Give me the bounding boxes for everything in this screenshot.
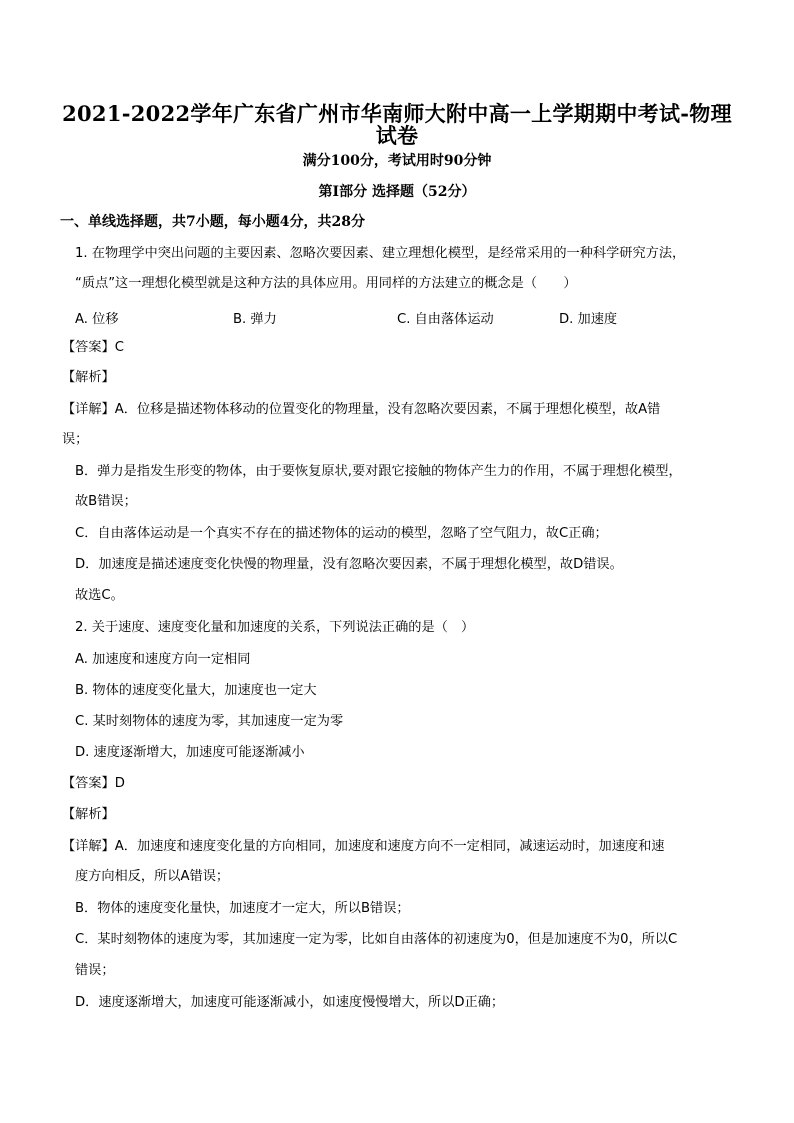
- q2-analysis-label: 【解析】: [62, 807, 115, 822]
- q2-answer: 【答案】D: [62, 776, 125, 791]
- q2-c-line1: C．某时刻物体的速度为零，其加速度一定为零，比如自由落体的初速度为0，但是加速度不为0，所以C: [75, 932, 678, 947]
- q1-c-line: C．自由落体运动是一个真实不存在的描述物体的运动的模型，忽略了空气阻力，故C正确；: [75, 526, 608, 541]
- q1-detail-line2: 误；: [62, 432, 89, 447]
- q2-option-a: A. 加速度和速度方向一定相同: [75, 652, 251, 667]
- q1-stem-line2: “质点”这一理想化模型就是这种方法的具体应用。用同样的方法建立的概念是（ ）: [75, 276, 577, 291]
- q2-d-line: D．速度逐渐增大，加速度可能逐渐减小，如速度慢慢增大，所以D正确；: [75, 995, 505, 1010]
- q1-option-a: A. 位移: [75, 312, 119, 327]
- q1-option-d: D. 加速度: [559, 312, 618, 327]
- q2-detail-line1: 【详解】A．加速度和速度变化量的方向相同，加速度和速度方向不一定相同，减速运动时，加速度和速: [62, 839, 665, 854]
- q1-analysis-label: 【解析】: [62, 370, 115, 385]
- q2-c-line2: 错误；: [75, 963, 115, 978]
- q1-detail-line1: 【详解】A．位移是描述物体移动的位置变化的物理量，没有忽略次要因素，不属于理想化模型，故A错: [62, 402, 661, 417]
- doc-subtitle: 满分100分，考试用时90分钟: [302, 153, 492, 169]
- q1-conclusion: 故选C。: [75, 588, 124, 603]
- q1-b-line2: 故B错误；: [75, 494, 137, 509]
- q1-d-line: D．加速度是描述速度变化快慢的物理量，没有忽略次要因素，不属于理想化模型，故D错误。: [75, 557, 623, 572]
- q1-option-c: C. 自由落体运动: [397, 312, 494, 327]
- q2-option-d: D. 速度逐渐增大，加速度可能逐渐减小: [75, 745, 305, 760]
- q2-b-line: B．物体的速度变化量快，加速度才一定大，所以B错误；: [75, 901, 410, 916]
- q1-b-line1: B．弹力是指发生形变的物体，由于要恢复原状,要对跟它接触的物体产生力的作用，不属于理想化模型，: [75, 464, 682, 479]
- doc-title-line1: 2021-2022学年广东省广州市华南师大附中高一上学期期中考试-物理: [62, 101, 732, 126]
- q2-stem: 2. 关于速度、速度变化量和加速度的关系，下列说法正确的是（ ）: [75, 620, 475, 635]
- doc-title-line2-text: 试卷: [375, 123, 419, 148]
- doc-title-line2: [60, 118, 734, 148]
- q1-stem-line1: 1. 在物理学中突出问题的主要因素、忽略次要因素、建立理想化模型，是经常采用的一种科学研究方法，: [75, 246, 686, 261]
- q2-option-b: B. 物体的速度变化量大，加速度也一定大: [75, 683, 317, 698]
- section-heading: 一、单线选择题，共7小题，每小题4分，共28分: [60, 214, 365, 230]
- q2-option-c: C. 某时刻物体的速度为零，其加速度一定为零: [75, 714, 344, 729]
- q1-answer: 【答案】C: [62, 340, 124, 355]
- q1-option-b: B. 弹力: [233, 312, 277, 327]
- q2-detail-line2: 度方向相反，所以A错误；: [75, 869, 230, 884]
- part-heading: 第I部分 选择题（52分）: [318, 184, 476, 200]
